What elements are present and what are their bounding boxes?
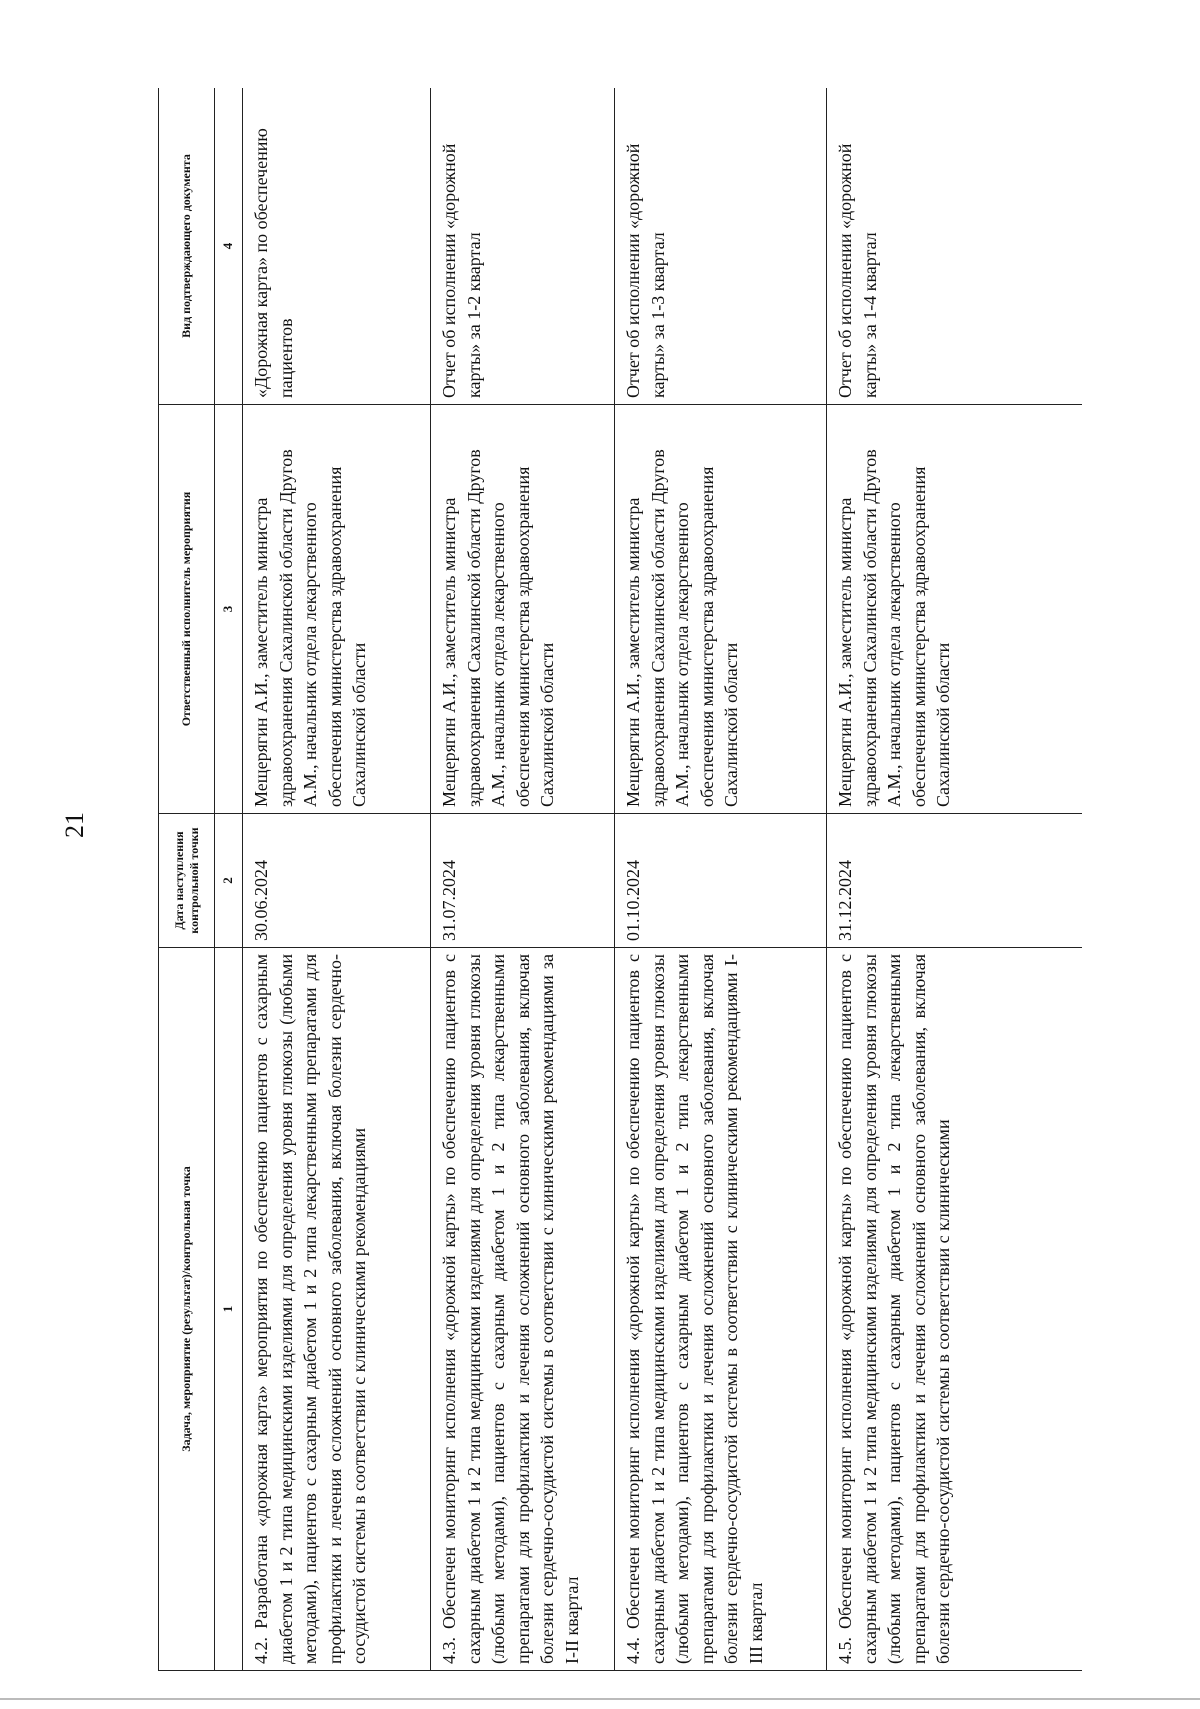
- header-date: Дата наступления контрольной точки: [159, 814, 215, 948]
- document-cell: Отчет об исполнении «дорожной карты» за 1-2 квартал: [431, 88, 615, 405]
- control-points-table: [158, 88, 1082, 1671]
- document-cell: Отчет об исполнении «дорожной карты» за 1-3 квартал: [615, 88, 827, 405]
- date-cell: 30.06.2024: [243, 814, 431, 948]
- date-cell: 01.10.2024: [615, 814, 827, 948]
- task-cell: 4.5. Обеспечен мониторинг исполнения «дорожной карты» по обеспечению пациентов с сахарным диабетом 1 и 2 типа медицинскими изделиями для определения уровня глюкозы (любыми методами), пациентов с сахарным диабетом 1 и 2 типа лекарственными препаратами для профилактики и лечения осложнений основного заболевания, включая болезни сердечно-сосудистой системы в соответствии с клиническими: [827, 948, 1083, 1671]
- column-number: 4: [215, 88, 243, 405]
- table-row: [827, 88, 1083, 1671]
- table-row: [615, 88, 827, 1671]
- task-cell: 4.2. Разработана «дорожная карта» мероприятия по обеспечению пациентов с сахарным диабетом 1 и 2 типа медицинскими изделиями для определения уровня глюкозы (любыми методами), пациентов с сахарным диабетом 1 и 2 типа лекарственными препаратами для профилактики и лечения осложнений основного заболевания, включая болезни сердечно-сосудистой системы в соответствии с клиническими рекомендациями: [243, 948, 431, 1671]
- column-number: 1: [215, 948, 243, 1671]
- responsible-cell: Мещерягин А.И., заместитель министра здравоохранения Сахалинской области Другов А.М., начальник отдела лекарственного обеспечения министерства здравоохранения Сахалинской области: [615, 405, 827, 814]
- document-cell: «Дорожная карта» по обеспечению пациентов: [243, 88, 431, 405]
- column-number: 2: [215, 814, 243, 948]
- date-cell: 31.07.2024: [431, 814, 615, 948]
- table-row: [243, 88, 431, 1671]
- column-number: 3: [215, 405, 243, 814]
- responsible-cell: Мещерягин А.И., заместитель министра здравоохранения Сахалинской области Другов А.М., начальник отдела лекарственного обеспечения министерства здравоохранения Сахалинской области: [243, 405, 431, 814]
- responsible-cell: Мещерягин А.И., заместитель министра здравоохранения Сахалинской области Другов А.М., начальник отдела лекарственного обеспечения министерства здравоохранения Сахалинской области: [827, 405, 1083, 814]
- landscape-page: [158, 88, 1082, 1671]
- header-responsible: Ответственный исполнитель мероприятия: [159, 405, 215, 814]
- table-header-row: [159, 88, 215, 1671]
- document-cell: Отчет об исполнении «дорожной карты» за 1-4 квартал: [827, 88, 1083, 405]
- scan-edge-line: [0, 1698, 1200, 1700]
- date-cell: 31.12.2024: [827, 814, 1083, 948]
- table-row: [431, 88, 615, 1671]
- rotated-table-container: [158, 88, 1082, 1671]
- responsible-cell: Мещерягин А.И., заместитель министра здравоохранения Сахалинской области Другов А.М., начальник отдела лекарственного обеспечения министерства здравоохранения Сахалинской области: [431, 405, 615, 814]
- header-document: Вид подтверждающего документа: [159, 88, 215, 405]
- task-cell: 4.3. Обеспечен мониторинг исполнения «дорожной карты» по обеспечению пациентов с сахарным диабетом 1 и 2 типа медицинскими изделиями для определения уровня глюкозы (любыми методами), пациентов с сахарным диабетом 1 и 2 типа лекарственными препаратами для профилактики и лечения осложнений основного заболевания, включая болезни сердечно-сосудистой системы в соответствии с клиническими рекомендациями за I-II квартал: [431, 948, 615, 1671]
- header-task: Задача, мероприятие (результат)/контрольная точка: [159, 948, 215, 1671]
- column-number-row: [215, 88, 243, 1671]
- page-number: 21: [60, 812, 89, 838]
- task-cell: 4.4. Обеспечен мониторинг исполнения «дорожной карты» по обеспечению пациентов с сахарным диабетом 1 и 2 типа медицинскими изделиями для определения уровня глюкозы (любыми методами), пациентов с сахарным диабетом 1 и 2 типа лекарственными препаратами для профилактики и лечения осложнений основного заболевания, включая болезни сердечно-сосудистой системы в соответствии с клиническими рекомендациями I-III квартал: [615, 948, 827, 1671]
